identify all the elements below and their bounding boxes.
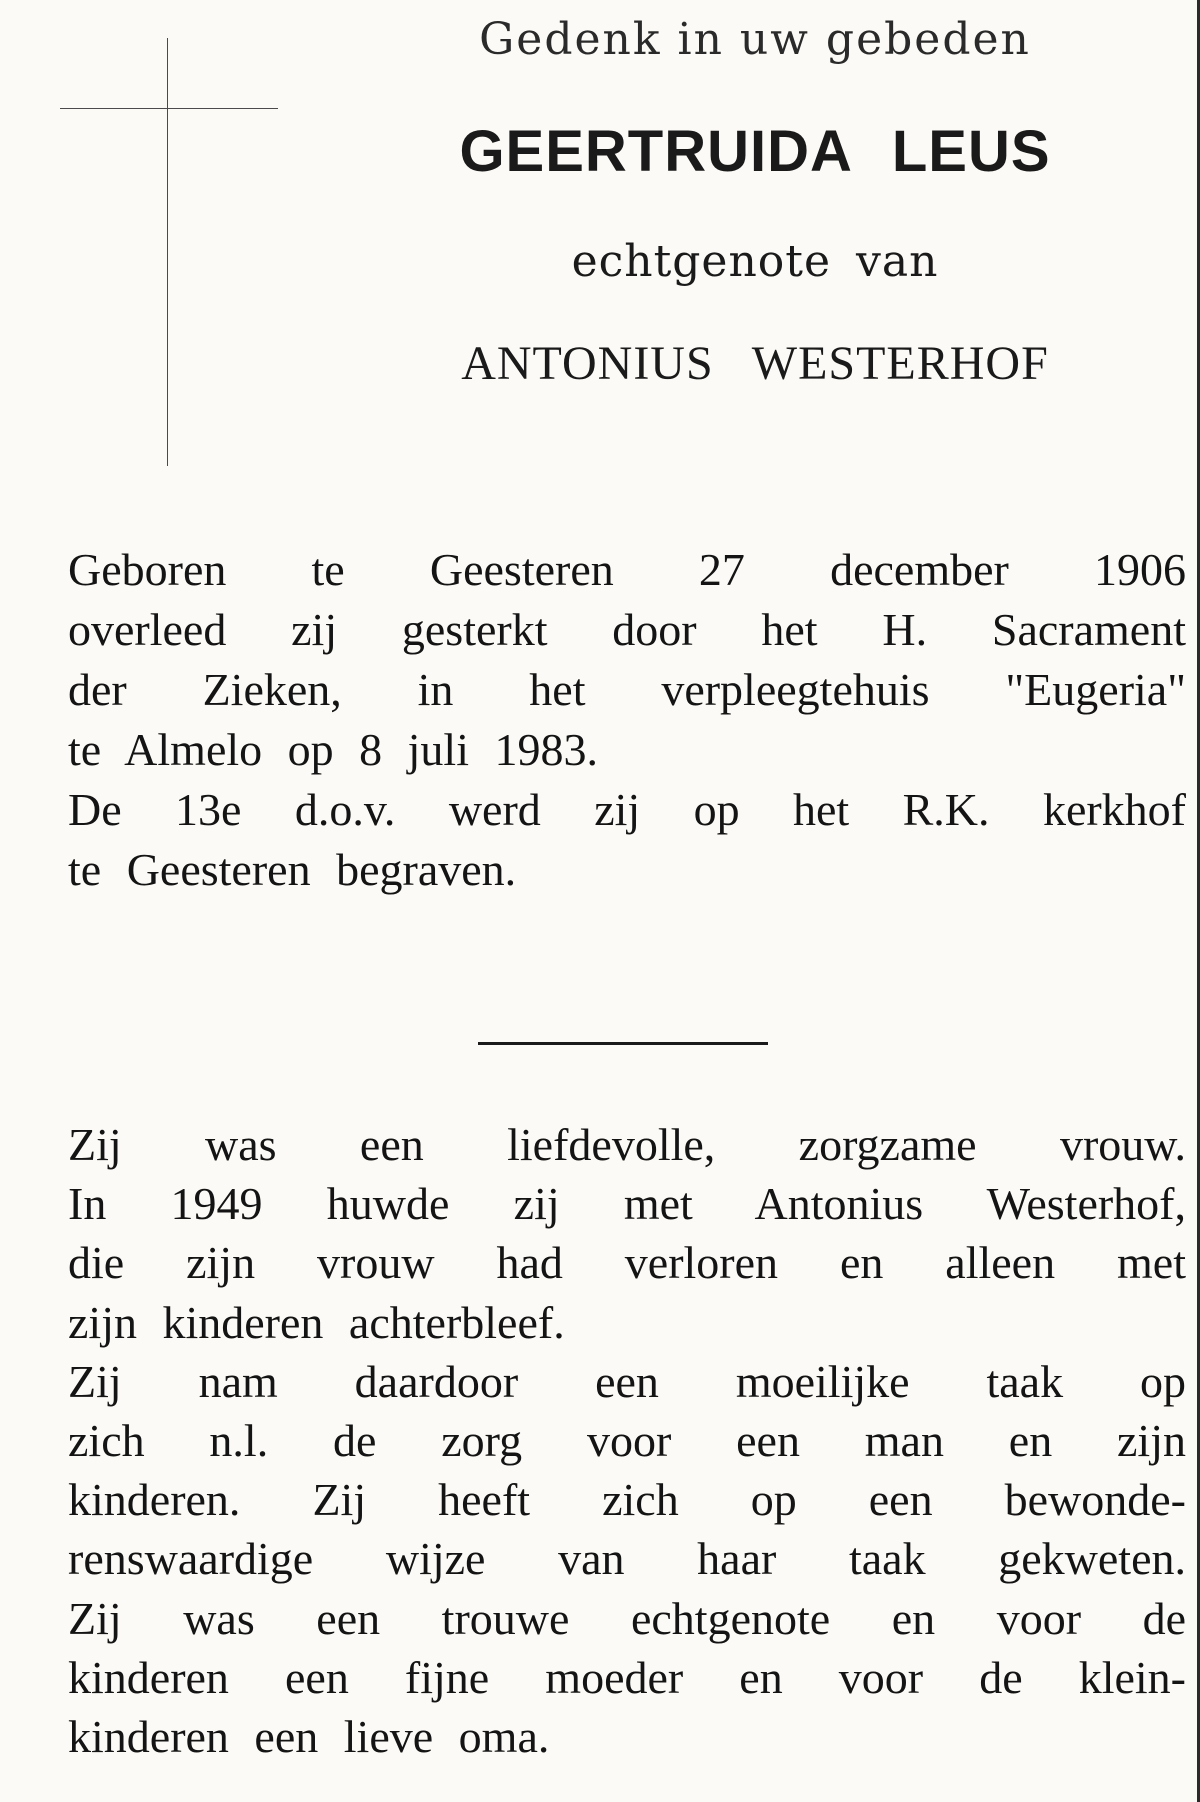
cross-icon bbox=[167, 38, 168, 466]
biography-line: overleed zij gesterkt door het H. Sacrament bbox=[68, 604, 1186, 655]
tribute-line: die zijn vrouw had verloren en alleen met bbox=[68, 1237, 1186, 1289]
tribute-line: Zij was een liefdevolle, zorgzame vrouw. bbox=[68, 1119, 1186, 1170]
spouse-name: ANTONIUS WESTERHOF bbox=[461, 337, 1049, 390]
tribute-line: zich n.l. de zorg voor een man en zijn bbox=[68, 1414, 1186, 1466]
tribute-line: kinderen een lieve oma. bbox=[68, 1710, 550, 1762]
biography-line: Geboren te Geesteren 27 december 1906 bbox=[68, 544, 1186, 595]
section-divider bbox=[478, 1042, 768, 1045]
tribute-line: kinderen een fijne moeder en voor de klein- bbox=[68, 1651, 1186, 1703]
tribute-line: In 1949 huwde zij met Antonius Westerhof, bbox=[68, 1178, 1186, 1230]
biography-paragraph bbox=[68, 540, 1186, 900]
prayer-line: Gedenk in uw gebeden bbox=[479, 14, 1031, 65]
biography-line: der Zieken, in het verpleegtehuis "Eugeria" bbox=[68, 664, 1186, 715]
tribute-line: Zij nam daardoor een moeilijke taak op bbox=[68, 1355, 1186, 1407]
tribute-line: zijn kinderen achterbleef. bbox=[68, 1296, 565, 1348]
biography-line: te Almelo op 8 juli 1983. bbox=[68, 724, 598, 775]
relation-line: echtgenote van bbox=[571, 236, 939, 287]
biography-line: De 13e d.o.v. werd zij op het R.K. kerkhof bbox=[68, 784, 1186, 835]
cross-icon-crossbar bbox=[60, 108, 278, 109]
deceased-name: GEERTRUIDA LEUS bbox=[459, 119, 1051, 184]
tribute-line: kinderen. Zij heeft zich op een bewonde- bbox=[68, 1474, 1186, 1526]
tribute-paragraph bbox=[68, 1115, 1186, 1766]
tribute-line: Zij was een trouwe echtgenote en voor de bbox=[68, 1592, 1186, 1644]
biography-line: te Geesteren begraven. bbox=[68, 844, 517, 895]
tribute-line: renswaardige wijze van haar taak gekweten. bbox=[68, 1533, 1186, 1585]
